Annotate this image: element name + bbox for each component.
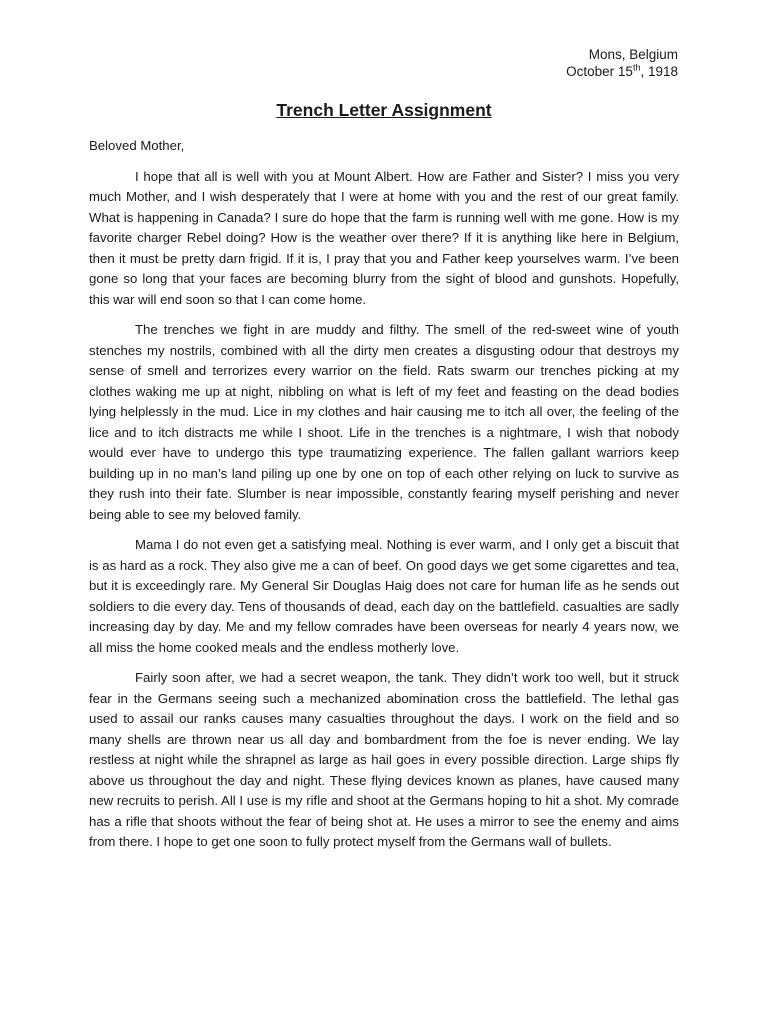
salutation: Beloved Mother,	[89, 138, 185, 153]
letter-date	[566, 63, 678, 80]
letter-date-suffix: , 1918	[640, 64, 678, 79]
letter-date-prefix: October 15	[566, 64, 633, 79]
paragraph-2: The trenches we fight in are muddy and filthy. The smell of the red-sweet wine of youth stenches my nostrils, combined with all the dirty men creates a disgusting odour that destroys my sense of smell and terrorizes every warrior on the field. Rats swarm our trenches picking at my clothes waking me up at night, nibbling on what is left of my feet and feasting on the dead bodies lying helplessly in the mud. Lice in my clothes and hair causing me to itch all over, the feeling of the lice and to itch distracts me while I shoot. Life in the trenches is a nightmare, I wish that nobody would ever have to undergo this type traumatizing experience. The fallen gallant warriors keep building up in no man’s land piling up one by one on top of each other relying on luck to survive as they rush into their fate. Slumber is near impossible, constantly fearing myself perishing and never being able to see my beloved family.	[89, 322, 679, 522]
place-and-date	[566, 46, 678, 80]
document-title: Trench Letter Assignment	[276, 100, 492, 120]
paragraph-4: Fairly soon after, we had a secret weapon, the tank. They didn’t work too well, but it struck fear in the Germans seeing such a mechanized abomination cross the battlefield. The lethal gas used to assail our ranks causes many casualties throughout the days. I work on the field and so many shells are thrown near us all day and bombardment from the foe is never ending. We lay restless at night while the shrapnel as large as hail goes in every possible direction. Large ships fly above us throughout the day and night. These flying devices known as planes, have caused many new recruits to perish. All I use is my rifle and shoot at the Germans hoping to hit a shot. My comrade has a rifle that shoots without the fear of being shot at. He uses a mirror to see the enemy and aims from there. I hope to get one soon to fully protect myself from the Germans wall of bullets.	[89, 670, 679, 849]
paragraph-1: I hope that all is well with you at Mount Albert. How are Father and Sister? I miss you very much Mother, and I wish desperately that I were at home with you and the rest of our great family. What is happening in Canada? I sure do hope that the farm is running well with me gone. How is my favorite charger Rebel doing? How is the weather over there? If it is anything like here in Belgium, then it must be pretty darn frigid. If it is, I pray that you and Father keep yourselves warm. I’ve been gone so long that your faces are becoming blurry from the sight of blood and gunshots. Hopefully, this war will end soon so that I can come home.	[89, 168, 679, 307]
letter-body	[89, 136, 679, 863]
letter-place: Mons, Belgium	[588, 47, 678, 62]
letter-date-ordinal: th	[632, 62, 641, 73]
paragraph-3: Mama I do not even get a satisfying meal. Nothing is ever warm, and I only get a biscuit that is as hard as a rock. They also give me a can of beef. On good days we get some cigarettes and tea, but it is exceedingly rare. My General Sir Douglas Haig does not care for human life as he sends out soldiers to die every day. Tens of thousands of dead, each day on the battlefield. casualties are sadly increasing day by day. Me and my fellow comrades have been overseas for nearly 4 years now, we all miss the home cooked meals and the endless motherly love.	[89, 537, 679, 655]
